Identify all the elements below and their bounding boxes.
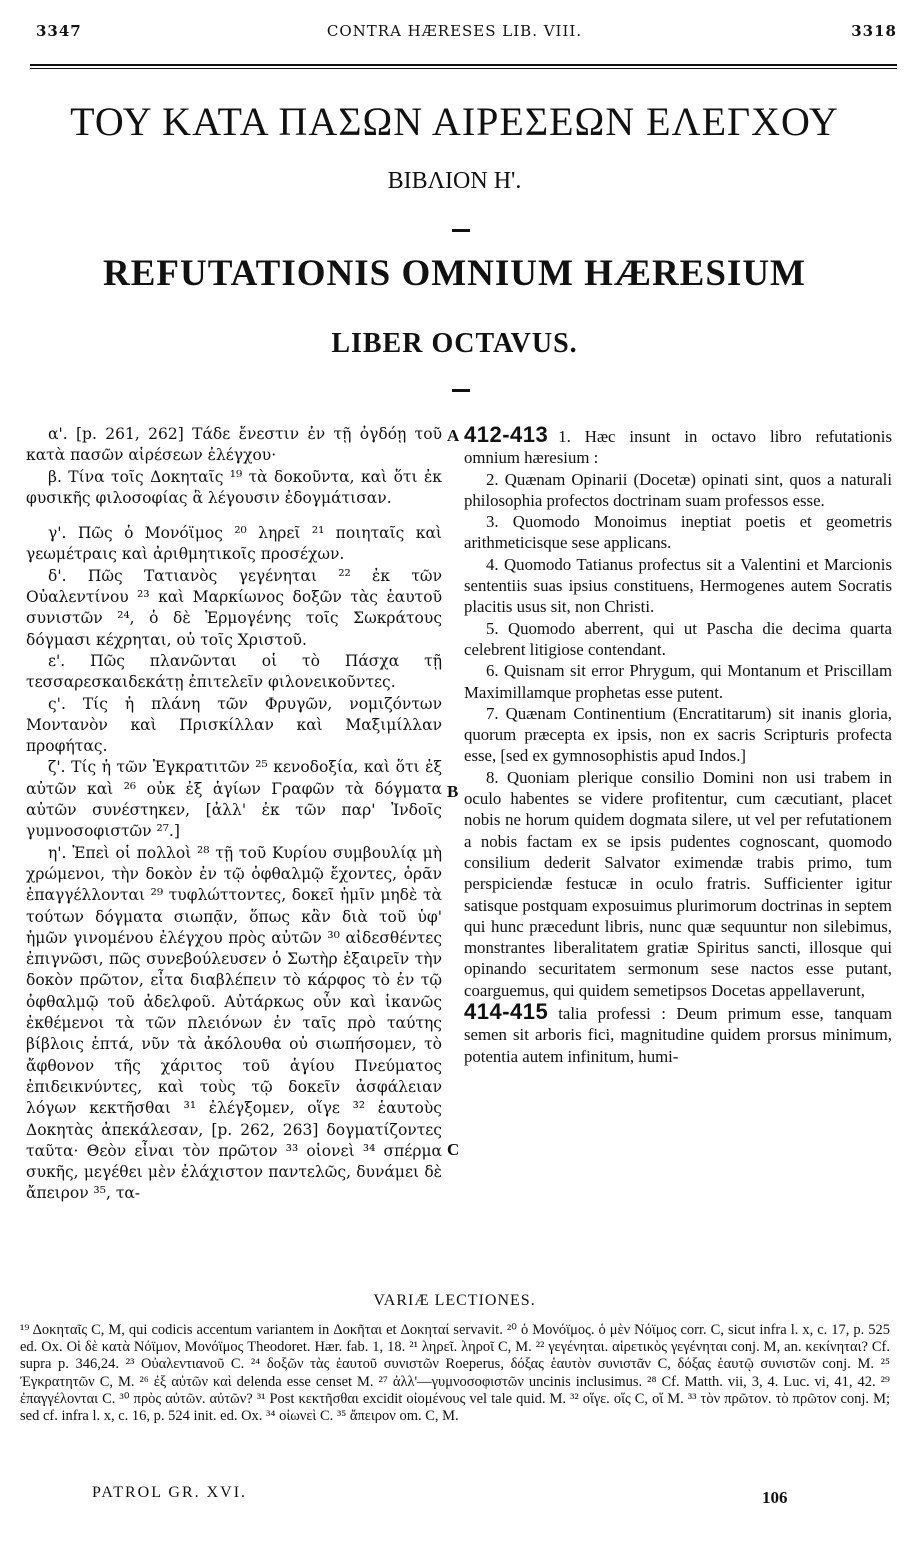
variae-notes: ¹⁹ Δοκηταῖς C, M, qui codicis accentum variantem in Δοκῆται et Δοκηταί servavit. ²⁰ ὁ Μονόϊμος. ὁ μὲν Νόϊμος corr. C, sicut infra l. x, c. 17, p. 525 ed. Ox. Οἱ δὲ κατὰ Νόϊμον, Μονόϊμος Theodoret. Hær. fab. 1, 18. ²¹ ληρεῖ. ληροῖ C, M. ²² γεγένηται. αἱρετικὸς γεγένηται conj. M, an. κεκίνηται? Cf. supra p. 346,24. ²³ Οὐαλεντιανοῦ C. ²⁴ δοξῶν τὰς ἑαυτοῦ συνιστῶν Roeperus, δόξας ἑαυτὸν συνιστᾶν C, δόξας ἑαυτῷ συνιστῶν conj. M. ²⁵ Ἐγκρατητῶν C, M. ²⁶ ἐξ αὐτῶν καὶ delenda esse censet M. ²⁷ ἀλλ'—γυμνοσοφιστῶν uncinis inclusimus. ²⁸ Cf. Matth. vii, 3, 4. Luc. vi, 41, 42. ²⁹ ἐπαγγέλονται C. ³⁰ πρὸς αὐτῶν. αὐτῶν? ³¹ Post κεκτῆσθαι excidit οἰομένους vel tale quid. M. ³² οἵγε. οἵς C, οἵ M. ³³ τὸν πρῶτον. τὸ πρῶτον conj. M; sed cf. infra l. x, c. 16, p. 524 init. ed. Ox. ³⁴ οἰωνεὶ C. ³⁵ ἄπειρον om. C, M. [20,1322,890,1425]
greek-paragraph: δ'. Πῶς Τατιανὸς γεγένηται ²² ἐκ τῶν Οὐαλεντίνου ²³ καὶ Μαρκίωνος δοξῶν τὰς ἑαυτοῦ συνιστῶν ²⁴, ὁ δὲ Ἑρμογένης τοῖς Σωκράτους δόγμασι κέχρηται, οὐ τοῖς Χριστοῦ. [26,566,442,649]
greek-paragraph: ς'. Τίς ἡ πλάνη τῶν Φρυγῶν, νομιζόντων Μοντανὸν καὶ Πρισκίλλαν καὶ Μαξιμίλλαν προφήτας. [26,694,442,756]
running-title: CONTRA HÆRESES LIB. VIII. [326,22,583,40]
margin-marker-b: B [447,782,459,801]
greek-paragraph: η'. Ἐπεὶ οἱ πολλοὶ ²⁸ τῇ τοῦ Κυρίου συμβουλίᾳ μὴ χρώμενοι, τὴν δοκὸν ἐν τῷ ὀφθαλμῷ ἔχοντες, ὁρᾶν ἐπαγγέλλονται ²⁹ τυφλώττοντες, δοκεῖ ἡμῖν μηδὲ τὰ τούτων δόγματα σιωπᾷν, ὅπως κἂν διὰ τοῦ ὑφ' ἡμῶν γινομένου ἐλέγχου πρὸς αὐτῶν ³⁰ αἰδεσθέντες ἐπιγνῶσι, πῶς συνεβούλευσεν ὁ Σωτὴρ ἐξαιρεῖν τὴν δοκὸν πρῶτον, εἶτα διαβλέπειν τὸ κάρφος τὸ ἐν τῷ ὀφθαλμῷ τοῦ ἀδελφοῦ. Αὐτάρκως οὖν καὶ ἱκανῶς ἐκθέμενοι τὰ τῶν πλειόνων ἐν ταῖς πρὸ ταύτης βίβλοις ἑπτά, νῦν τὰ ἀκόλουθα οὐ σιωπήσομεν, τὸ ἄφθονον τῆς χάριτος τοῦ ἁγίου Πνεύματος ἐπιδεικνύντες, καὶ τοὺς τῷ δοκεῖν ἀσφάλειαν λόγων κεκτῆσθαι ³¹ ἐλέγξομεν, οἵγε ³² ἑαυτοὺς Δοκητὰς ἀπεκάλεσαν, [p. 262, 263] δογματίζοντες ταῦτα· Θεὸν εἶναι τὸν πρῶτον ³³ οἱονεὶ ³⁴ σπέρμα συκῆς, μεγέθει μὲν ἐλάχιστον παντελῶς, δυνάμει δὲ ἄπειρον ³⁵, τα- [26,843,442,1203]
latin-paragraph [464,1001,892,1067]
latin-text: talia professi : Deum primum esse, tanquam semen sit arboris fici, magnitudine quidem prorsus minimum, potentia autem infinitum, humi- [464,1004,892,1066]
latin-paragraph: 5. Quomodo aberrent, qui ut Pascha die decima quarta celebrent litigiose contendant. [464,618,892,659]
greek-paragraph: ζ'. Τίς ἡ τῶν Ἐγκρατιτῶν ²⁵ κενοδοξία, καὶ ὅτι ἐξ αὐτῶν καὶ ²⁶ οὐκ ἐξ ἁγίων Γραφῶν τὰ δόγματα αὐτῶν συνέστηκεν, [ἀλλ' ἐκ τῶν παρ' Ἰνδοῖς γυμνοσοφιστῶν ²⁷.] [26,758,442,841]
greek-book-title: ΒΙΒΛΙΟΝ Η'. [387,168,522,194]
greek-title: ΤΟΥ ΚΑΤΑ ΠΑΣΩΝ ΑΙΡΕΣΕΩΝ ΕΛΕΓΧΟΥ [70,99,839,144]
latin-paragraph: 7. Quænam Continentium (Encratitarum) sit inanis gloria, quorum præcepta ex ipsis, non ex sacris Scripturis profecta esse, [sed ex gymnosophistis apud Indos.] [464,703,892,766]
title-divider [452,229,470,232]
latin-book-title: LIBER OCTAVUS. [331,328,578,359]
page-number-left: 3347 [36,22,82,40]
section-divider [452,389,470,392]
greek-paragraph: ε'. Πῶς πλανῶνται οἱ τὸ Πάσχα τῇ τεσσαρεσκαιδεκάτῃ ἐπιτελεῖν φιλονεικοῦντες. [26,651,442,692]
variae-heading: VARIÆ LECTIONES. [373,1292,536,1309]
latin-column [464,424,892,1067]
header-rule-thin [30,68,897,69]
latin-text: 1. Hæc insunt in octavo libro refutationis omnium hæresium : [464,427,892,468]
greek-paragraph: β. Τίνα τοῖς Δοκηταῖς ¹⁹ τὰ δοκοῦντα, καὶ ὅτι ἐκ φυσικῆς φιλοσοφίας ἃ λέγουσιν ἐδογμάτισαν. [26,467,442,507]
latin-paragraph: 4. Quomodo Tatianus profectus sit a Valentini et Marcionis sententiis suas ipsius constituens, Hermogenes autem Socratis placitis usus sit, non Christi. [464,554,892,617]
latin-paragraph: 2. Quænam Opinarii (Docetæ) opinati sint, quos a naturali philosophia profectos doctrinam suam professos esse. [464,469,892,510]
latin-paragraph [464,424,892,469]
greek-paragraph: γ'. Πῶς ὁ Μονόϊμος ²⁰ ληρεῖ ²¹ ποιηταῖς καὶ γεωμέτραις καὶ ἀριθμητικοῖς προσέχων. [26,524,442,564]
latin-paragraph: 3. Quomodo Monoimus ineptiat poetis et geometris arithmeticisque sese applicans. [464,512,892,553]
page-number-right: 3318 [851,22,897,40]
latin-paragraph: 8. Quoniam plerique consilio Domini non usi trabem in oculo habentes se videre profitentur, cum cæcutiant, placet nobis ne horum quidem dogmata silere, ut vel per refutationem a nobis factam ex se ipsis pudentes cognoscant, quomodo consilium dederit Salvator eximendæ trabis primo, tum perspiciendæ festucæ in oculo fratris. Sufficienter igitur satisque postquam exposuimus plurimorum doctrinas in septem qui hunc præcedunt libris, nunc quæ sequuntur non silebimus, monstrantes liberalitatem gratiæ Spiritus sancti, illosque qui opinando securitatem sermonum sese nactos esse putant, coarguemus, qui quidem semetipsos Docetas appellaverunt, [464,767,892,1000]
greek-paragraph: α'. [p. 261, 262] Τάδε ἔνεστιν ἐν τῇ ὀγδόῃ τοῦ κατὰ πασῶν αἱρέσεων ἐλέγχου· [26,425,442,465]
greek-column [26,424,442,1205]
header-rule [30,64,897,66]
footer-sheet-number: 106 [762,1488,788,1507]
column-number: 414-415 [464,999,549,1025]
margin-marker-a: A [447,426,460,445]
margin-marker-c: C [447,1140,460,1159]
latin-paragraph: 6. Quisnam sit error Phrygum, qui Montanum et Priscillam Maximillamque prophetas esse putent. [464,661,892,702]
footer-signature: PATROL GR. XVI. [92,1484,248,1501]
latin-title: REFUTATIONIS OMNIUM HÆRESIUM [103,253,806,294]
column-number: 412-413 [464,422,549,447]
